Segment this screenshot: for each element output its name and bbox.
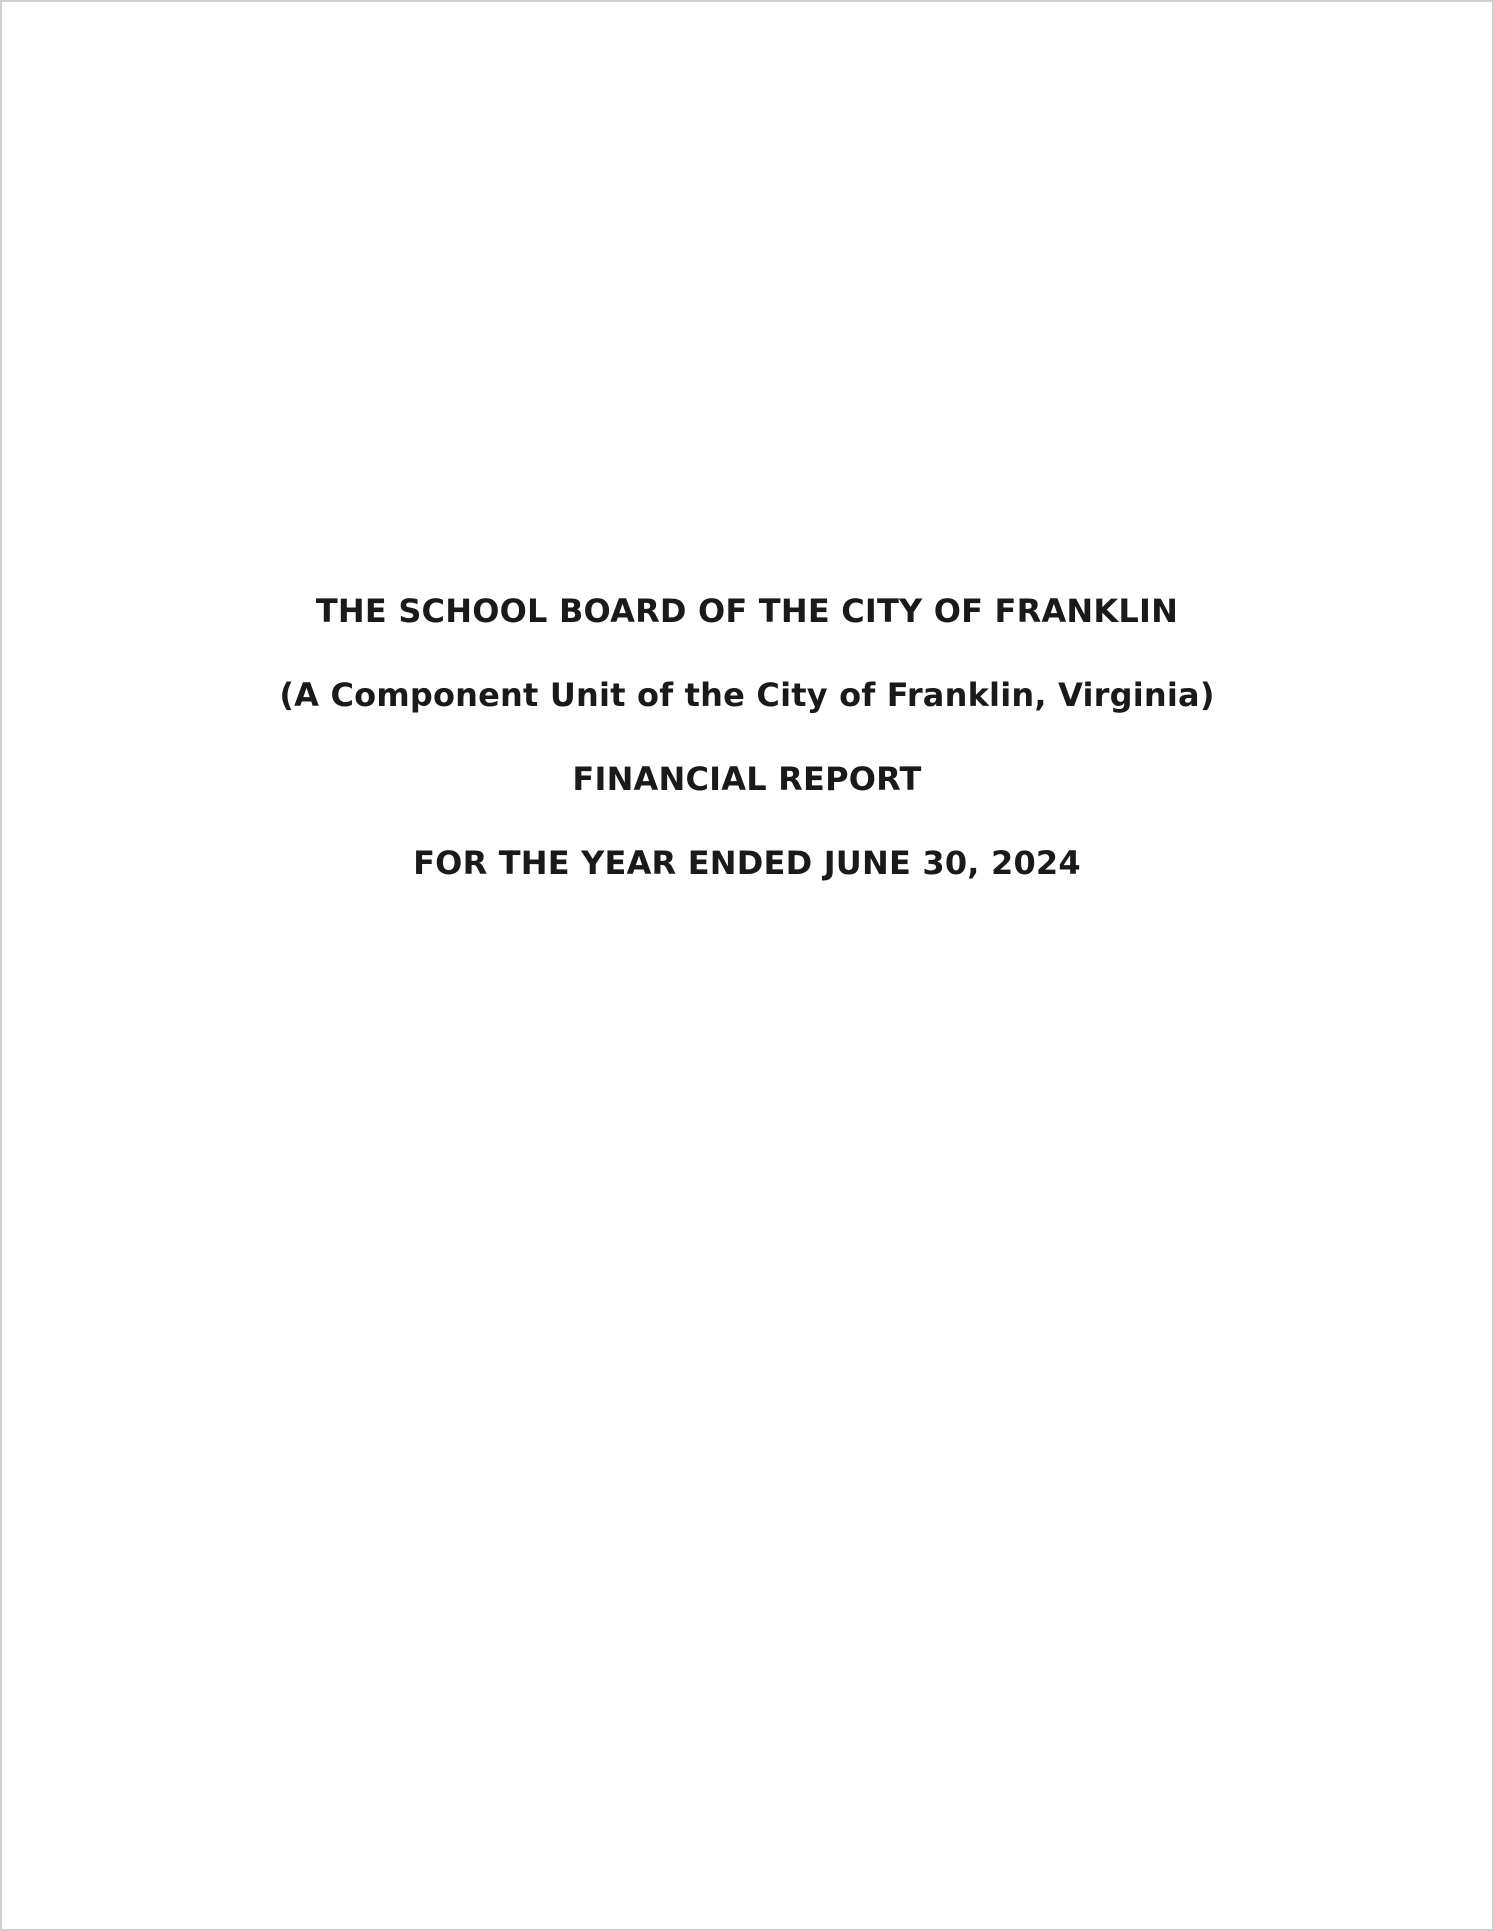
organization-name: THE SCHOOL BOARD OF THE CITY OF FRANKLIN <box>315 592 1179 630</box>
report-period: FOR THE YEAR ENDED JUNE 30, 2024 <box>413 844 1081 882</box>
component-unit-subtitle: (A Component Unit of the City of Franklin, Virginia) <box>279 676 1215 714</box>
cover-title-block <box>2 587 1492 923</box>
report-type: FINANCIAL REPORT <box>572 760 922 798</box>
